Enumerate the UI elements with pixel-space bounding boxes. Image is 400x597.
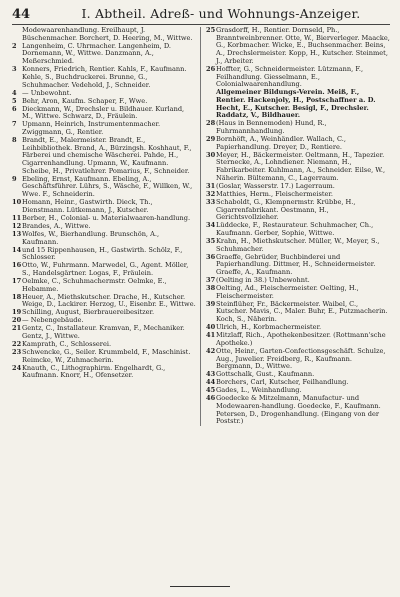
house-number: 18 (12, 292, 22, 301)
entry-text: Brandt, E., Malermeister. Brandt, E., Leihbibliothek. Brand, A., Bürzingsh. Koshhaut, F., Färberei und chemische Wäscherei. Pahde, H., Cigarrenhandlung. Upmann, W., Kaufmann. Scheibe, H., Privatlehrer. Pomarius, F., Schneider. (22, 135, 192, 175)
entry-text: (Haus in Bennemoden) Hund, R., Fuhrmannhandlung. (216, 119, 327, 136)
house-number: 3 (12, 65, 17, 74)
entry-text: Lüddecke, F., Restaurateur. Schuhmacher, Ch., Kaufmann. Gerber, Sophie, Wittwe. (216, 221, 374, 237)
house-number: 21 (12, 324, 22, 333)
entry-text: Konners, Friedrich, Rentier. Kahls, F., Kaufmann. Kehle, S., Buchdruckerei. Brunne, G., Schuhmacher. Vedehold, J., Schneider. (22, 65, 187, 89)
entry-text: Behr, Aron, Kaufm. Schaper, F., Wwe. (22, 96, 148, 105)
house-number: 45 (206, 386, 216, 395)
directory-entry (206, 152, 390, 183)
entry-text: Wolfes, W., Bierhandlung. Brunschön, A., Kaufmann. (22, 229, 160, 246)
house-number: 32 (206, 189, 216, 198)
entry-text: Oelting, Ad., Fleischermeister. Oelting, H., Fleischermeister. (216, 284, 359, 300)
directory-entry (12, 349, 196, 364)
entry-text: Ulrich, H., Korbmachermeister. (216, 323, 322, 332)
entry-text: Homann, Heinr., Gastwirth. Dieck, Th., Dienstmann. Lütkemann, J., Kutscher. (22, 198, 153, 214)
house-number: 13 (12, 229, 22, 238)
columns (12, 27, 390, 426)
entry-text: Mitzlaff, Rich., Apothekenbesitzer. (Rottmann'sche Apotheke.) (216, 331, 386, 347)
directory-entry (206, 301, 390, 324)
footer-rule (170, 586, 230, 587)
page-header (12, 6, 390, 25)
house-number: 42 (206, 346, 216, 355)
directory-entry (206, 120, 390, 135)
entry-text: Krahn, H., Miethskutscher. Müller, W., Meyer, S., Schuhmacher. (216, 236, 380, 253)
house-number: 19 (12, 308, 22, 317)
entry-text: Oelmke, C., Schuhmachermstr. Oelmke, E., Hebamme. (22, 276, 167, 293)
entry-text: Otte, Heinr., Garten-Confectionsgeschäft. Schulze, Aug., Juwelier. Freidberg, R., Kaufmann. Bergmann, D., Wittwe. (216, 346, 386, 371)
entry-text: (Goslar, Wasserstr. 17.) Lagerraum. (216, 181, 335, 190)
house-number: 41 (206, 331, 216, 340)
directory-entry (12, 325, 196, 340)
entry-text: Schaboldt, G., Klempnermstr. Krübbe, H., Cigarrenfabrikant. Oestmann, H., Gerichtsvollzieher. (216, 197, 356, 222)
entry-text: Steinflüher, Fr., Bäckermeister. Waibel, C., Kutscher. Mavis, C., Maler. Buhr, E., Putzmacherin. Koch, S., Näherin. (216, 299, 388, 324)
entry-text: Langenheim, C. Uhrmacher. Langenheim, D. Dornemann, W., Wittwe. Danzmann, A., Meßerschmied. (22, 41, 172, 66)
directory-entry (12, 66, 196, 89)
left-column (12, 27, 196, 426)
directory-entry (206, 285, 390, 300)
directory-entry (206, 199, 390, 222)
house-number: 20 (12, 316, 22, 325)
page-number: 44 (12, 7, 31, 22)
directory-entry (12, 294, 196, 309)
house-number: 40 (206, 323, 216, 332)
house-number: 12 (12, 221, 22, 230)
directory-entry (206, 254, 390, 277)
house-number: 5 (12, 96, 17, 105)
entry-text: (Oelting in 38.) Unbewohnt. (216, 276, 310, 285)
entry-text: Otto, W., Fuhrmann. Marwedel, G., Agent. Möller, S., Handelsgärtner. Logas, F., Fräulein. (22, 261, 189, 277)
directory-entry (12, 137, 196, 176)
entry-text: Grasdorff, H., Rentier. Dornseld, Ph., Branntweinbrenner. Otte, W., Bierverleger. Maacke, G., Korbmacher. Wicke, E., Buchsenmacher. Beins, A., Drechslermeister. Kopp, H., Kutscher. Steinmet, J., Arbeiter. (216, 26, 390, 65)
house-number: 7 (12, 120, 17, 129)
house-number: 46 (206, 394, 216, 403)
house-number: 38 (206, 284, 216, 293)
directory-entry (12, 278, 196, 293)
house-number: 4 (12, 88, 17, 97)
entry-text: Allgemeiner Bildungs-Verein. Meiß, F., Rentier. Hackenjoly, H., Postschaffner a. D. Hecht, E., Kutscher. Besigl, F., Drechsler. Raddatz, V., Bildhauer. (216, 88, 376, 120)
right-column (206, 27, 390, 426)
house-number: 6 (12, 104, 17, 113)
house-number: 29 (206, 135, 216, 144)
directory-entry (206, 89, 390, 120)
house-number: 10 (12, 198, 22, 207)
house-number: 34 (206, 221, 216, 230)
entry-text: Schwencke, G., Seiler. Krummbeld, F., Maschinist. Reimcke, W., Zuhmacherin. (22, 348, 191, 364)
house-number: 35 (206, 236, 216, 245)
house-number: 39 (206, 299, 216, 308)
house-number: 36 (206, 252, 216, 261)
entry-text: Heuer, A., Miethskutscher. Drache, H., Kutscher. Weige, D., Lackirer. Herzog, U., Eisenbr. E., Wittwe. (22, 292, 196, 309)
directory-entry (206, 66, 390, 89)
house-number: 33 (206, 197, 216, 206)
entry-text: Schilling, August, Bierbrauereibesitzer. (22, 308, 155, 317)
directory-entry (12, 106, 196, 121)
house-number: 24 (12, 363, 22, 372)
house-number: 14 (12, 245, 22, 254)
entry-text: und 15 Rippenhausen, H., Gastwirth. Schölz, F., Schlosser. (22, 245, 183, 262)
entry-text: Hoffter, G., Schneidermeister. Lützmann, F., Feilhandlung. Giesselmann, E., Colonialwaarenhandlung. (216, 64, 364, 89)
house-number: 28 (206, 119, 216, 128)
house-number: 23 (12, 348, 22, 357)
house-number: 22 (12, 340, 22, 349)
house-number: 11 (12, 213, 22, 222)
entry-text: Graeffe, Gebrüder, Buchbinderei und Papierhandlung. Dittmer, H., Schneidermeister. Graeffe, A., Kaufmann. (216, 252, 376, 277)
house-number (206, 89, 216, 120)
entry-text: Gentz, C., Installateur. Kramvan, F., Mechaniker. Gentz, J., Wittwe. (22, 324, 185, 341)
house-number: 26 (206, 64, 216, 73)
page-title: I. Abtheil. Adreß- und Wohnungs-Anzeiger. (81, 6, 361, 21)
house-number: 2 (12, 41, 17, 50)
directory-entry (12, 176, 196, 199)
directory-entry (206, 27, 390, 66)
directory-entry (12, 231, 196, 246)
entry-text: Berber, H., Colonial- u. Materialwaaren-handlung. (22, 213, 191, 222)
house-number: 9 (12, 174, 17, 183)
entry-text: — Nebengebäude. (22, 316, 84, 325)
house-number (12, 27, 22, 42)
column-divider (200, 27, 201, 426)
house-number: 25 (206, 26, 216, 34)
house-number: 17 (12, 276, 22, 285)
entry-text: Brandes, A., Wittwe. (22, 221, 91, 230)
entry-text: Gades, L., Weinhandlung. (216, 386, 302, 395)
directory-entry (206, 332, 390, 347)
entry-text: Bornhöft, A., Weinhändler. Wallach, C., Papierhandlung. Dreyer, D., Rentiere. (216, 135, 346, 151)
entry-text: Kamprath, C., Schlosserei. (22, 340, 112, 349)
house-number: 8 (12, 135, 17, 144)
entry-text: Dieckmann, W., Drechsler u. Bildhauer. Kurland, M., Wittwe. Schwarz, D., Fräulein. (22, 104, 185, 121)
directory-entry (12, 365, 196, 380)
house-number: 16 (12, 261, 22, 270)
directory-entry (12, 27, 196, 42)
house-number: 30 (206, 150, 216, 159)
house-number: 37 (206, 276, 216, 285)
house-number: 44 (206, 378, 216, 387)
directory-entry (206, 222, 390, 237)
entry-text: — Unbewohnt. (22, 88, 72, 97)
directory-entry (12, 247, 196, 262)
directory-entry (12, 262, 196, 277)
directory-entry (12, 121, 196, 136)
entry-text: Matthies, Herm., Fleischermeister. (216, 189, 333, 198)
directory-entry (206, 136, 390, 151)
directory-entry (206, 348, 390, 371)
entry-text: Ebeling, Ernst, Kaufmann. Ebeling, A., Geschäftsführer. Lührs, S., Wäsche, F., Willken, W., Wwe. F., Schneiderin. (22, 174, 193, 199)
entry-text: Meyer, H., Bäckermeister. Oeltmann, H., Tapezier. Sternecke, A., Lohndiener. Niemann, H., Fabrikarbeiter. Kuhlmann, A., Schneider. Eilse, W., Näherin. Bültemann, C., Lagerraum. (216, 150, 386, 182)
entry-text: Modewaarenhandlung. Ereilhaupt, J. Büschenmacher. Borchert, D. Heering, M., Wittwe. (22, 26, 193, 42)
house-number: 43 (206, 370, 216, 379)
entry-text: Knauth, C., Lithographirm. Engelhardt, G., Kaufmann. Knorr, H., Ofensetzer. (22, 363, 166, 380)
directory-entry (206, 395, 390, 426)
house-number: 31 (206, 181, 216, 190)
entry-text: Upmann, Heinrich, Instrumentenmacher. Zwiggmann, G., Rentier. (22, 120, 161, 136)
directory-entry (12, 199, 196, 214)
directory-entry (206, 238, 390, 253)
entry-text: Borchers, Carl, Kutscher, Feilhandlung. (216, 378, 349, 387)
entry-text: Gottschalk, Gust., Kaufmann. (216, 370, 315, 379)
entry-text: Goedecke & Mitzelmann, Manufactur- und Modewaaren-handlung. Goedecke, F., Kaufmann. Petersen, D., Drogenhandlung. (Eingang von der Poststr.) (216, 394, 381, 426)
directory-entry (12, 43, 196, 66)
